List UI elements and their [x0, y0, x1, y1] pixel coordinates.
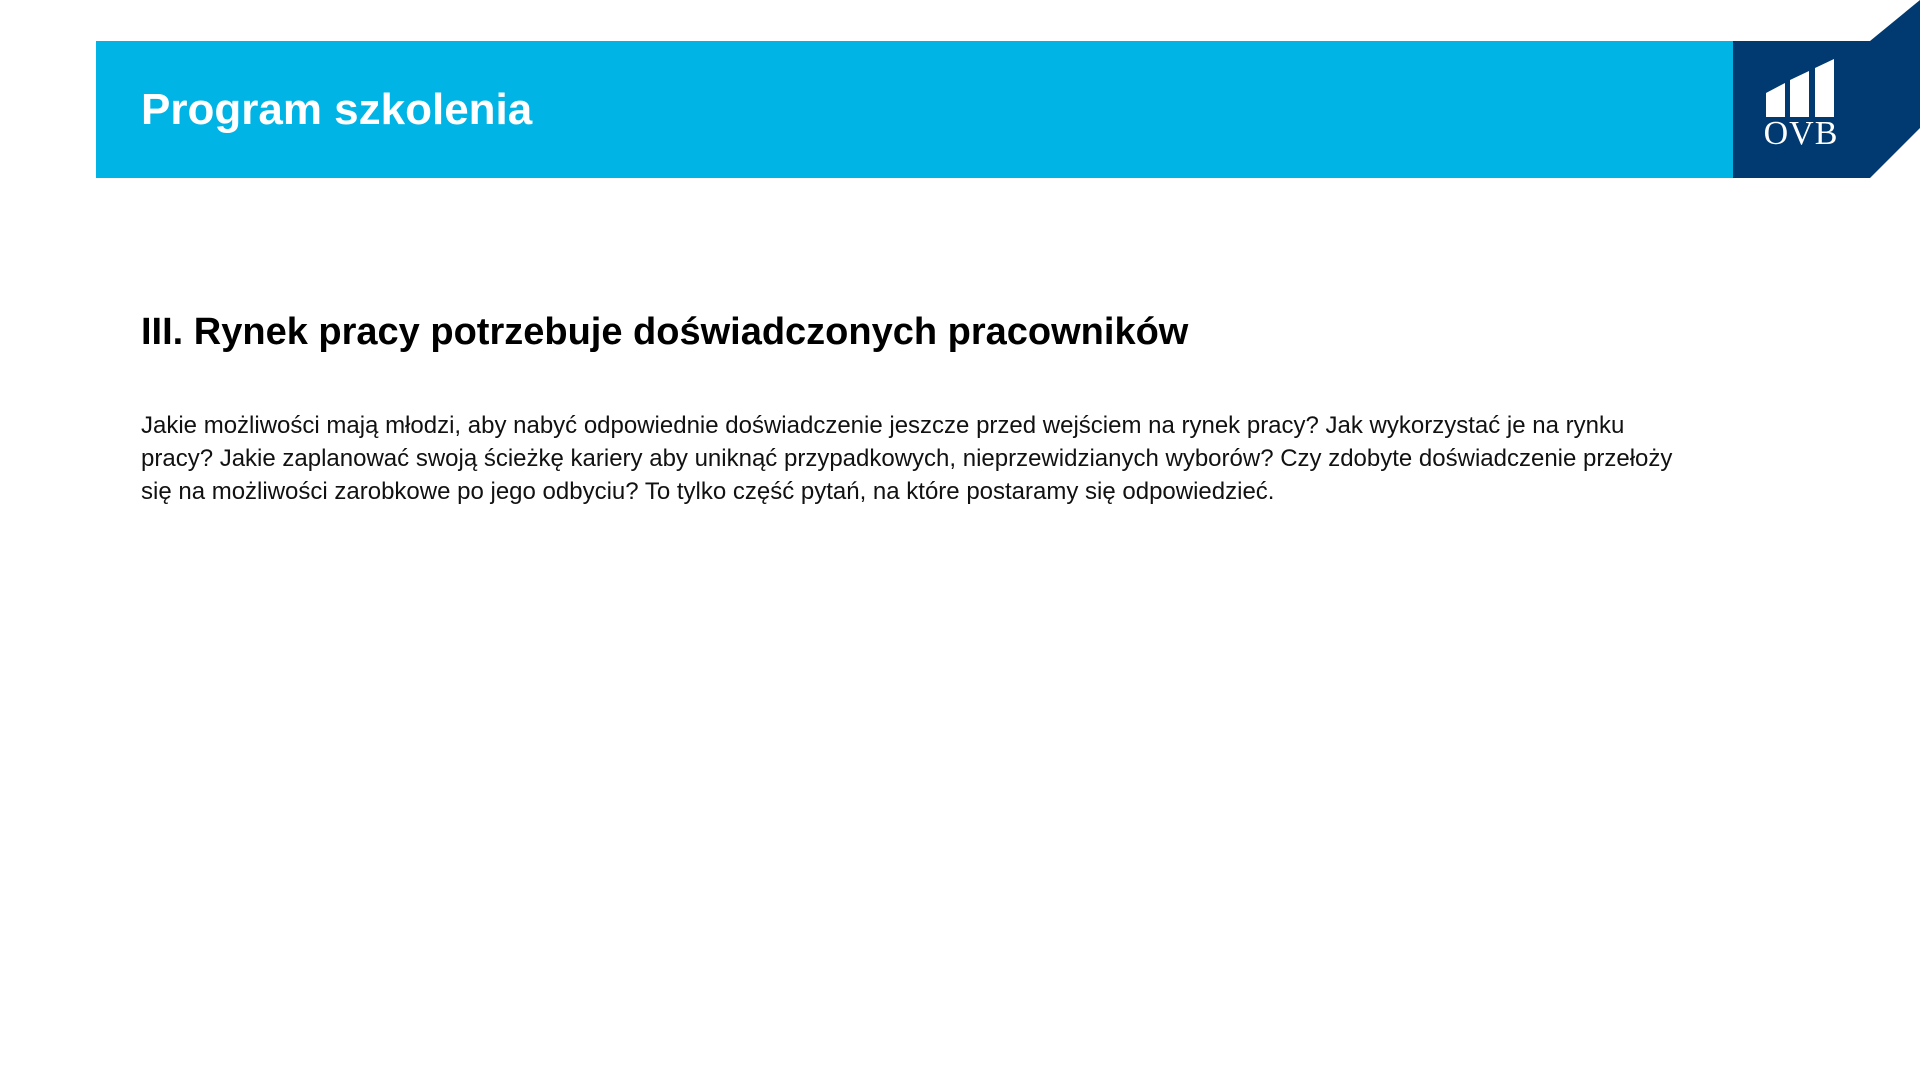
body-paragraph: Jakie możliwości mają młodzi, aby nabyć odpowiednie doświadczenie jeszcze przed wejściem na rynek pracy? Jak wykorzystać je na rynku pracy? Jakie zaplanować swoją ścieżkę kariery aby uniknąć przypadkowych, nieprzewidzianych wyborów? Czy zdobyte doświadczenie przełoży się na możliwości zarobkowe po jego odbyciu? To tylko część pytań, na które postaramy się odpowiedzieć. — [141, 412, 1673, 505]
section-heading: III. Rynek pracy potrzebuje doświadczonych pracowników — [141, 310, 1189, 353]
page-title: Program szkolenia — [141, 85, 533, 134]
ovb-logo-text: OVB — [1763, 115, 1839, 152]
